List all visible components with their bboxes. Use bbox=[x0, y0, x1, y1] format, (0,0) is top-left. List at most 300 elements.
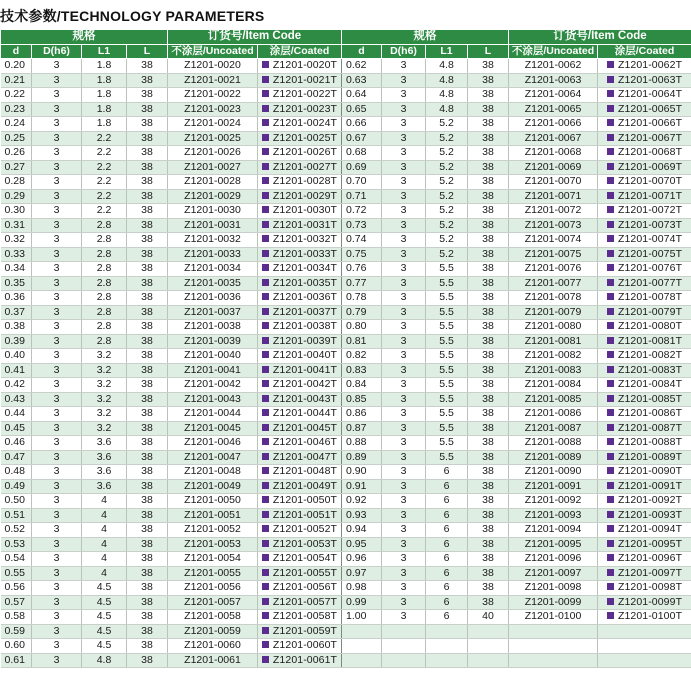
cell-coated-code bbox=[258, 639, 342, 654]
cell-d: 0.74 bbox=[342, 233, 382, 248]
cell-l: 38 bbox=[468, 305, 509, 320]
cell-coated-code bbox=[258, 88, 342, 103]
cell-coated-code bbox=[598, 262, 691, 277]
cell-d: 0.29 bbox=[1, 189, 32, 204]
coated-marker-icon bbox=[607, 279, 614, 286]
cell-dh6: 3 bbox=[32, 102, 82, 117]
cell-d: 0.25 bbox=[1, 131, 32, 146]
cell-uncoated-code: Z1201-0024 bbox=[168, 117, 258, 132]
coated-code-text: Z1201-0038T bbox=[272, 320, 338, 333]
cell-l: 38 bbox=[468, 175, 509, 190]
coated-marker-icon bbox=[607, 366, 614, 373]
cell-uncoated-code: Z1201-0045 bbox=[168, 421, 258, 436]
cell-uncoated-code: Z1201-0047 bbox=[168, 450, 258, 465]
cell-l1: 6 bbox=[426, 595, 468, 610]
cell-l1: 4.8 bbox=[426, 102, 468, 117]
cell-l: 38 bbox=[468, 378, 509, 393]
cell-d: 0.20 bbox=[1, 59, 32, 74]
cell-d: 0.38 bbox=[1, 320, 32, 335]
cell-l1: 5.2 bbox=[426, 233, 468, 248]
parameters-table bbox=[0, 29, 691, 668]
cell-coated-code bbox=[258, 552, 342, 567]
coated-marker-icon bbox=[607, 453, 614, 460]
cell-d: 0.28 bbox=[1, 175, 32, 190]
cell-uncoated-code: Z1201-0065 bbox=[509, 102, 598, 117]
cell-d: 0.96 bbox=[342, 552, 382, 567]
cell-uncoated-code: Z1201-0050 bbox=[168, 494, 258, 509]
coated-code-text: Z1201-0057T bbox=[272, 595, 338, 608]
cell-l1: 5.5 bbox=[426, 436, 468, 451]
cell-uncoated-code: Z1201-0027 bbox=[168, 160, 258, 175]
cell-l: 38 bbox=[127, 523, 168, 538]
cell-l1: 5.5 bbox=[426, 407, 468, 422]
cell-dh6: 3 bbox=[32, 552, 82, 567]
coated-code-text: Z1201-0094T bbox=[617, 523, 683, 536]
cell-dh6: 3 bbox=[382, 59, 426, 74]
cell-uncoated-code: Z1201-0029 bbox=[168, 189, 258, 204]
cell-coated-code bbox=[598, 291, 691, 306]
cell-d: 0.36 bbox=[1, 291, 32, 306]
coated-marker-icon bbox=[607, 90, 614, 97]
coated-code-text: Z1201-0092T bbox=[617, 494, 683, 507]
cell-l: 38 bbox=[468, 247, 509, 262]
cell-dh6: 3 bbox=[32, 392, 82, 407]
cell-d: 0.44 bbox=[1, 407, 32, 422]
spec-group-header-left: 规格 bbox=[1, 30, 168, 45]
coated-marker-icon bbox=[262, 250, 269, 257]
cell-l1: 4.8 bbox=[426, 73, 468, 88]
coated-code-text: Z1201-0099T bbox=[617, 595, 683, 608]
cell-coated-code bbox=[598, 233, 691, 248]
cell-d: 0.48 bbox=[1, 465, 32, 480]
cell-coated-code bbox=[598, 276, 691, 291]
cell-d: 0.55 bbox=[1, 566, 32, 581]
cell-dh6: 3 bbox=[32, 363, 82, 378]
cell-l1: 3.2 bbox=[82, 421, 127, 436]
coated-marker-icon bbox=[607, 395, 614, 402]
cell-l1: 2.2 bbox=[82, 204, 127, 219]
cell-uncoated-code: Z1201-0077 bbox=[509, 276, 598, 291]
cell-l: 38 bbox=[127, 653, 168, 668]
cell-l1: 5.5 bbox=[426, 305, 468, 320]
cell-uncoated-code: Z1201-0079 bbox=[509, 305, 598, 320]
cell-dh6: 3 bbox=[382, 189, 426, 204]
cell-dh6: 3 bbox=[32, 624, 82, 639]
cell-l: 38 bbox=[127, 204, 168, 219]
table-row bbox=[1, 465, 691, 480]
coated-code-text: Z1201-0055T bbox=[272, 566, 338, 579]
cell-dh6: 3 bbox=[32, 131, 82, 146]
cell-uncoated-code: Z1201-0021 bbox=[168, 73, 258, 88]
cell-l1: 5.5 bbox=[426, 276, 468, 291]
cell-dh6: 3 bbox=[382, 146, 426, 161]
cell-l1: 3.6 bbox=[82, 465, 127, 480]
cell-l1: 2.8 bbox=[82, 334, 127, 349]
cell-coated-code bbox=[598, 218, 691, 233]
cell-d: 0.82 bbox=[342, 349, 382, 364]
coated-code-text: Z1201-0076T bbox=[617, 262, 683, 275]
coated-marker-icon bbox=[262, 105, 269, 112]
cell-l1: 4 bbox=[82, 494, 127, 509]
coated-code-text: Z1201-0061T bbox=[272, 653, 338, 666]
coated-code-text: Z1201-0084T bbox=[617, 378, 683, 391]
cell-dh6: 3 bbox=[382, 479, 426, 494]
cell-coated-code bbox=[598, 479, 691, 494]
cell-coated-code bbox=[598, 102, 691, 117]
cell-uncoated-code: Z1201-0058 bbox=[168, 610, 258, 625]
cell-coated-code bbox=[258, 276, 342, 291]
cell-l1: 2.2 bbox=[82, 146, 127, 161]
cell-coated-code bbox=[598, 160, 691, 175]
table-row bbox=[1, 595, 691, 610]
table-row bbox=[1, 581, 691, 596]
coated-code-text: Z1201-0100T bbox=[617, 610, 683, 623]
coated-marker-icon bbox=[607, 264, 614, 271]
cell-coated-code bbox=[598, 117, 691, 132]
coated-marker-icon bbox=[262, 293, 269, 300]
cell-l1: 3.2 bbox=[82, 363, 127, 378]
cell-uncoated-code: Z1201-0036 bbox=[168, 291, 258, 306]
coated-code-text: Z1201-0035T bbox=[272, 276, 338, 289]
cell-dh6 bbox=[382, 639, 426, 654]
cell-l1: 3.2 bbox=[82, 378, 127, 393]
coated-code-text: Z1201-0036T bbox=[272, 291, 338, 304]
coated-marker-icon bbox=[607, 409, 614, 416]
cell-dh6: 3 bbox=[382, 262, 426, 277]
cell-l1: 6 bbox=[426, 537, 468, 552]
cell-coated-code bbox=[258, 247, 342, 262]
cell-coated-code bbox=[258, 218, 342, 233]
col-header-l1: L1 bbox=[426, 44, 468, 59]
coated-code-text: Z1201-0043T bbox=[272, 392, 338, 405]
cell-uncoated-code: Z1201-0022 bbox=[168, 88, 258, 103]
cell-l: 38 bbox=[127, 175, 168, 190]
cell-l1: 2.8 bbox=[82, 233, 127, 248]
cell-l: 38 bbox=[127, 465, 168, 480]
coated-code-text: Z1201-0023T bbox=[272, 102, 338, 115]
cell-l1: 2.2 bbox=[82, 160, 127, 175]
cell-l1: 4 bbox=[82, 566, 127, 581]
cell-coated-code bbox=[598, 552, 691, 567]
cell-l1: 4 bbox=[82, 508, 127, 523]
coated-code-text: Z1201-0079T bbox=[617, 305, 683, 318]
coated-marker-icon bbox=[607, 148, 614, 155]
coated-marker-icon bbox=[262, 569, 269, 576]
cell-l: 38 bbox=[468, 291, 509, 306]
table-row bbox=[1, 624, 691, 639]
cell-coated-code bbox=[598, 465, 691, 480]
coated-code-text: Z1201-0093T bbox=[617, 508, 683, 521]
coated-code-text: Z1201-0054T bbox=[272, 552, 338, 565]
table-row bbox=[1, 73, 691, 88]
cell-uncoated-code: Z1201-0089 bbox=[509, 450, 598, 465]
cell-d: 0.90 bbox=[342, 465, 382, 480]
cell-l: 40 bbox=[468, 610, 509, 625]
coated-marker-icon bbox=[262, 496, 269, 503]
cell-l: 38 bbox=[127, 595, 168, 610]
cell-dh6: 3 bbox=[32, 581, 82, 596]
cell-l: 38 bbox=[468, 508, 509, 523]
coated-marker-icon bbox=[607, 482, 614, 489]
coated-code-text: Z1201-0050T bbox=[272, 494, 338, 507]
cell-dh6: 3 bbox=[382, 305, 426, 320]
cell-l1 bbox=[426, 639, 468, 654]
cell-uncoated-code: Z1201-0082 bbox=[509, 349, 598, 364]
cell-l1: 6 bbox=[426, 523, 468, 538]
table-row bbox=[1, 436, 691, 451]
coated-marker-icon bbox=[607, 424, 614, 431]
cell-l1: 6 bbox=[426, 494, 468, 509]
col-header-d: d bbox=[1, 44, 32, 59]
cell-dh6: 3 bbox=[382, 204, 426, 219]
cell-uncoated-code: Z1201-0039 bbox=[168, 334, 258, 349]
coated-code-text: Z1201-0058T bbox=[272, 610, 338, 623]
cell-uncoated-code: Z1201-0060 bbox=[168, 639, 258, 654]
coated-code-text: Z1201-0081T bbox=[617, 334, 683, 347]
coated-marker-icon bbox=[262, 540, 269, 547]
cell-l1: 1.8 bbox=[82, 117, 127, 132]
coated-code-text: Z1201-0039T bbox=[272, 334, 338, 347]
cell-l: 38 bbox=[468, 59, 509, 74]
coated-code-text: Z1201-0025T bbox=[272, 131, 338, 144]
cell-dh6: 3 bbox=[32, 523, 82, 538]
cell-l1: 5.5 bbox=[426, 320, 468, 335]
coated-marker-icon bbox=[262, 525, 269, 532]
cell-l1: 2.8 bbox=[82, 262, 127, 277]
cell-l1: 5.2 bbox=[426, 247, 468, 262]
coated-marker-icon bbox=[607, 569, 614, 576]
cell-l: 38 bbox=[127, 102, 168, 117]
cell-dh6 bbox=[382, 653, 426, 668]
cell-dh6: 3 bbox=[32, 175, 82, 190]
coated-code-text: Z1201-0041T bbox=[272, 363, 338, 376]
cell-dh6: 3 bbox=[32, 320, 82, 335]
cell-coated-code bbox=[598, 59, 691, 74]
col-header-coated: 涂层/Coated bbox=[258, 44, 342, 59]
cell-d: 0.69 bbox=[342, 160, 382, 175]
cell-coated-code bbox=[258, 73, 342, 88]
cell-uncoated-code: Z1201-0094 bbox=[509, 523, 598, 538]
cell-l1: 5.5 bbox=[426, 421, 468, 436]
cell-d: 0.41 bbox=[1, 363, 32, 378]
table-row bbox=[1, 378, 691, 393]
coated-marker-icon bbox=[262, 453, 269, 460]
coated-marker-icon bbox=[262, 612, 269, 619]
cell-dh6: 3 bbox=[32, 247, 82, 262]
cell-l1: 1.8 bbox=[82, 59, 127, 74]
cell-uncoated-code bbox=[509, 624, 598, 639]
cell-l1: 6 bbox=[426, 566, 468, 581]
coated-code-text: Z1201-0097T bbox=[617, 566, 683, 579]
cell-coated-code bbox=[598, 392, 691, 407]
cell-coated-code bbox=[258, 320, 342, 335]
cell-l: 38 bbox=[127, 450, 168, 465]
col-header-d: d bbox=[342, 44, 382, 59]
cell-dh6: 3 bbox=[32, 291, 82, 306]
table-row bbox=[1, 566, 691, 581]
cell-dh6: 3 bbox=[382, 363, 426, 378]
cell-dh6: 3 bbox=[382, 537, 426, 552]
cell-dh6: 3 bbox=[382, 73, 426, 88]
cell-dh6: 3 bbox=[382, 320, 426, 335]
cell-uncoated-code: Z1201-0044 bbox=[168, 407, 258, 422]
cell-uncoated-code: Z1201-0080 bbox=[509, 320, 598, 335]
cell-d: 0.33 bbox=[1, 247, 32, 262]
cell-l1: 5.5 bbox=[426, 349, 468, 364]
col-header-uncoated: 不涂层/Uncoated bbox=[168, 44, 258, 59]
coated-marker-icon bbox=[262, 308, 269, 315]
coated-marker-icon bbox=[607, 438, 614, 445]
cell-l: 38 bbox=[127, 349, 168, 364]
cell-dh6: 3 bbox=[32, 262, 82, 277]
cell-uncoated-code: Z1201-0072 bbox=[509, 204, 598, 219]
cell-uncoated-code: Z1201-0055 bbox=[168, 566, 258, 581]
cell-dh6: 3 bbox=[32, 610, 82, 625]
cell-d: 0.67 bbox=[342, 131, 382, 146]
cell-l: 38 bbox=[127, 552, 168, 567]
cell-l: 38 bbox=[127, 320, 168, 335]
cell-d: 0.51 bbox=[1, 508, 32, 523]
coated-marker-icon bbox=[607, 177, 614, 184]
cell-coated-code bbox=[258, 450, 342, 465]
coated-code-text: Z1201-0021T bbox=[272, 73, 338, 86]
coated-marker-icon bbox=[607, 105, 614, 112]
table-row bbox=[1, 653, 691, 668]
cell-d: 0.43 bbox=[1, 392, 32, 407]
cell-l1: 1.8 bbox=[82, 102, 127, 117]
cell-l1: 5.2 bbox=[426, 146, 468, 161]
cell-uncoated-code: Z1201-0086 bbox=[509, 407, 598, 422]
table-row bbox=[1, 262, 691, 277]
cell-l: 38 bbox=[468, 233, 509, 248]
cell-l: 38 bbox=[127, 218, 168, 233]
coated-code-text: Z1201-0078T bbox=[617, 291, 683, 304]
cell-uncoated-code: Z1201-0034 bbox=[168, 262, 258, 277]
cell-coated-code bbox=[598, 494, 691, 509]
table-row bbox=[1, 175, 691, 190]
coated-code-text: Z1201-0056T bbox=[272, 581, 338, 594]
cell-dh6: 3 bbox=[382, 334, 426, 349]
cell-uncoated-code: Z1201-0030 bbox=[168, 204, 258, 219]
cell-coated-code bbox=[258, 523, 342, 538]
cell-coated-code bbox=[598, 204, 691, 219]
cell-l: 38 bbox=[468, 523, 509, 538]
cell-d: 0.76 bbox=[342, 262, 382, 277]
cell-l1: 6 bbox=[426, 581, 468, 596]
table-row bbox=[1, 349, 691, 364]
cell-uncoated-code: Z1201-0093 bbox=[509, 508, 598, 523]
col-header-l1: L1 bbox=[82, 44, 127, 59]
cell-l: 38 bbox=[127, 233, 168, 248]
cell-d: 0.64 bbox=[342, 88, 382, 103]
cell-l: 38 bbox=[127, 363, 168, 378]
cell-coated-code bbox=[258, 610, 342, 625]
cell-coated-code bbox=[258, 233, 342, 248]
cell-dh6: 3 bbox=[32, 73, 82, 88]
cell-d: 0.30 bbox=[1, 204, 32, 219]
cell-l1: 5.5 bbox=[426, 392, 468, 407]
cell-dh6: 3 bbox=[32, 407, 82, 422]
cell-dh6: 3 bbox=[32, 59, 82, 74]
cell-l1: 5.5 bbox=[426, 363, 468, 378]
cell-l: 38 bbox=[127, 88, 168, 103]
coated-code-text: Z1201-0022T bbox=[272, 88, 338, 101]
cell-d: 0.63 bbox=[342, 73, 382, 88]
coated-code-text: Z1201-0083T bbox=[617, 363, 683, 376]
coated-marker-icon bbox=[607, 163, 614, 170]
cell-coated-code bbox=[598, 131, 691, 146]
coated-marker-icon bbox=[607, 206, 614, 213]
coated-code-text: Z1201-0090T bbox=[617, 465, 683, 478]
cell-uncoated-code: Z1201-0054 bbox=[168, 552, 258, 567]
cell-l: 38 bbox=[468, 595, 509, 610]
coated-marker-icon bbox=[262, 337, 269, 344]
coated-code-text: Z1201-0044T bbox=[272, 407, 338, 420]
cell-coated-code bbox=[598, 175, 691, 190]
cell-d: 0.71 bbox=[342, 189, 382, 204]
coated-marker-icon bbox=[262, 641, 269, 648]
coated-code-text: Z1201-0066T bbox=[617, 117, 683, 130]
cell-l: 38 bbox=[127, 479, 168, 494]
cell-l1: 6 bbox=[426, 479, 468, 494]
cell-l: 38 bbox=[468, 465, 509, 480]
cell-dh6: 3 bbox=[32, 160, 82, 175]
cell-uncoated-code: Z1201-0041 bbox=[168, 363, 258, 378]
cell-l1: 4.8 bbox=[426, 59, 468, 74]
item-code-group-header-right: 订货号/Item Code bbox=[509, 30, 691, 45]
col-header-uncoated: 不涂层/Uncoated bbox=[509, 44, 598, 59]
cell-l: 38 bbox=[468, 537, 509, 552]
coated-code-text: Z1201-0064T bbox=[617, 88, 683, 101]
cell-uncoated-code: Z1201-0091 bbox=[509, 479, 598, 494]
header-column-row bbox=[1, 44, 691, 59]
table-row bbox=[1, 334, 691, 349]
cell-dh6: 3 bbox=[382, 610, 426, 625]
cell-d: 0.81 bbox=[342, 334, 382, 349]
cell-l: 38 bbox=[127, 639, 168, 654]
table-row bbox=[1, 59, 691, 74]
header-group-row bbox=[1, 30, 691, 45]
table-row bbox=[1, 407, 691, 422]
coated-code-text: Z1201-0032T bbox=[272, 233, 338, 246]
cell-dh6: 3 bbox=[32, 334, 82, 349]
cell-d: 0.65 bbox=[342, 102, 382, 117]
cell-l1: 5.5 bbox=[426, 262, 468, 277]
cell-dh6: 3 bbox=[32, 204, 82, 219]
coated-marker-icon bbox=[607, 380, 614, 387]
coated-marker-icon bbox=[607, 554, 614, 561]
cell-uncoated-code: Z1201-0062 bbox=[509, 59, 598, 74]
table-row bbox=[1, 233, 691, 248]
table-row bbox=[1, 639, 691, 654]
cell-l1: 3.6 bbox=[82, 479, 127, 494]
cell-coated-code bbox=[258, 581, 342, 596]
cell-l: 38 bbox=[127, 117, 168, 132]
coated-code-text: Z1201-0049T bbox=[272, 479, 338, 492]
coated-marker-icon bbox=[607, 598, 614, 605]
cell-dh6: 3 bbox=[382, 566, 426, 581]
cell-dh6: 3 bbox=[32, 189, 82, 204]
cell-l: 38 bbox=[127, 421, 168, 436]
cell-d: 0.45 bbox=[1, 421, 32, 436]
cell-uncoated-code: Z1201-0076 bbox=[509, 262, 598, 277]
coated-marker-icon bbox=[262, 438, 269, 445]
cell-dh6: 3 bbox=[32, 450, 82, 465]
cell-dh6: 3 bbox=[32, 595, 82, 610]
table-row bbox=[1, 146, 691, 161]
coated-marker-icon bbox=[262, 380, 269, 387]
coated-code-text: Z1201-0098T bbox=[617, 581, 683, 594]
